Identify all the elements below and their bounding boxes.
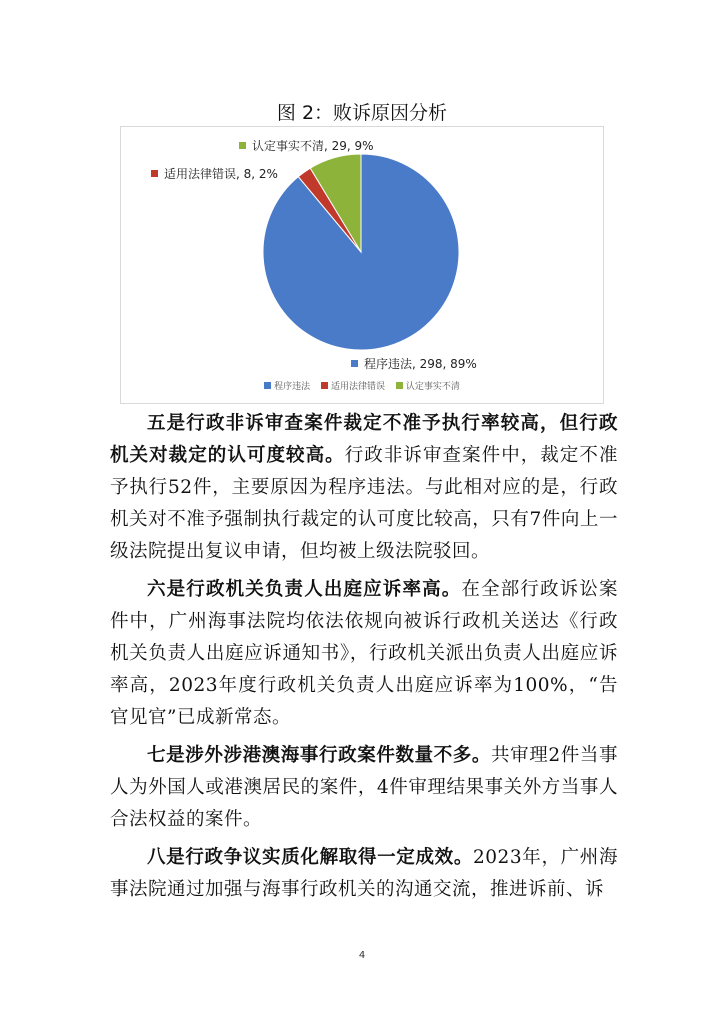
page-number: 4 <box>358 950 366 961</box>
data-label-facts: 认定事实不清, 29, 9% <box>239 137 374 154</box>
legend-swatch <box>264 382 271 389</box>
paragraph-body: 共审理2件当事人为外国人或港澳居民的案件，4件审理结果事关外方当事人合法权益的案件。 <box>110 745 618 830</box>
paragraph-body: 2023年，广州海事法院通过加强与海事行政机关的沟通交流，推进诉前、诉 <box>110 847 618 900</box>
law-application-swatch <box>151 170 158 177</box>
legend-swatch <box>321 382 328 389</box>
paragraph-6 <box>110 574 618 734</box>
paragraph-lead: 七是涉外涉港澳海事行政案件数量不多。 <box>147 745 492 766</box>
legend-item-procedure: 程序违法 <box>264 379 310 392</box>
legend-swatch <box>396 382 403 389</box>
legend-item-facts: 认定事实不清 <box>396 379 460 392</box>
paragraph-body: 行政非诉审查案件中，裁定不准予执行52件，主要原因为程序违法。与此相对应的是，行政机关对不准予强制执行裁定的认可度比较高，只有7件向上一级法院提出复议申请，但均被上级法院驳回。 <box>110 445 618 562</box>
paragraph-lead: 六是行政机关负责人出庭应诉率高。 <box>147 579 462 600</box>
procedure-swatch <box>351 360 358 367</box>
paragraph-7 <box>110 740 618 836</box>
data-label-law-application: 适用法律错误, 8, 2% <box>151 165 278 182</box>
paragraph-5 <box>110 408 618 568</box>
facts-swatch <box>239 142 246 149</box>
paragraph-body: 在全部行政诉讼案件中，广州海事法院均依法依规向被诉行政机关送达《行政机关负责人出庭应诉通知书》，行政机关派出负责人出庭应诉率高，2023年度行政机关负责人出庭应诉率为100%，“告官见官”已成新常态。 <box>110 579 618 728</box>
pie-chart <box>120 126 604 404</box>
paragraph-lead: 八是行政争议实质化解取得一定成效。 <box>147 847 474 868</box>
legend-item-law-application: 适用法律错误 <box>321 379 385 392</box>
data-label-procedure: 程序违法, 298, 89% <box>351 355 477 372</box>
body-text <box>110 408 618 912</box>
paragraph-8 <box>110 842 618 906</box>
paragraph-lead: 五是行政非诉审查案件裁定不准予执行率较高，但行政机关对裁定的认可度较高。 <box>110 413 618 466</box>
chart-legend <box>121 379 603 392</box>
chart-title: 图 2：败诉原因分析 <box>276 102 448 124</box>
